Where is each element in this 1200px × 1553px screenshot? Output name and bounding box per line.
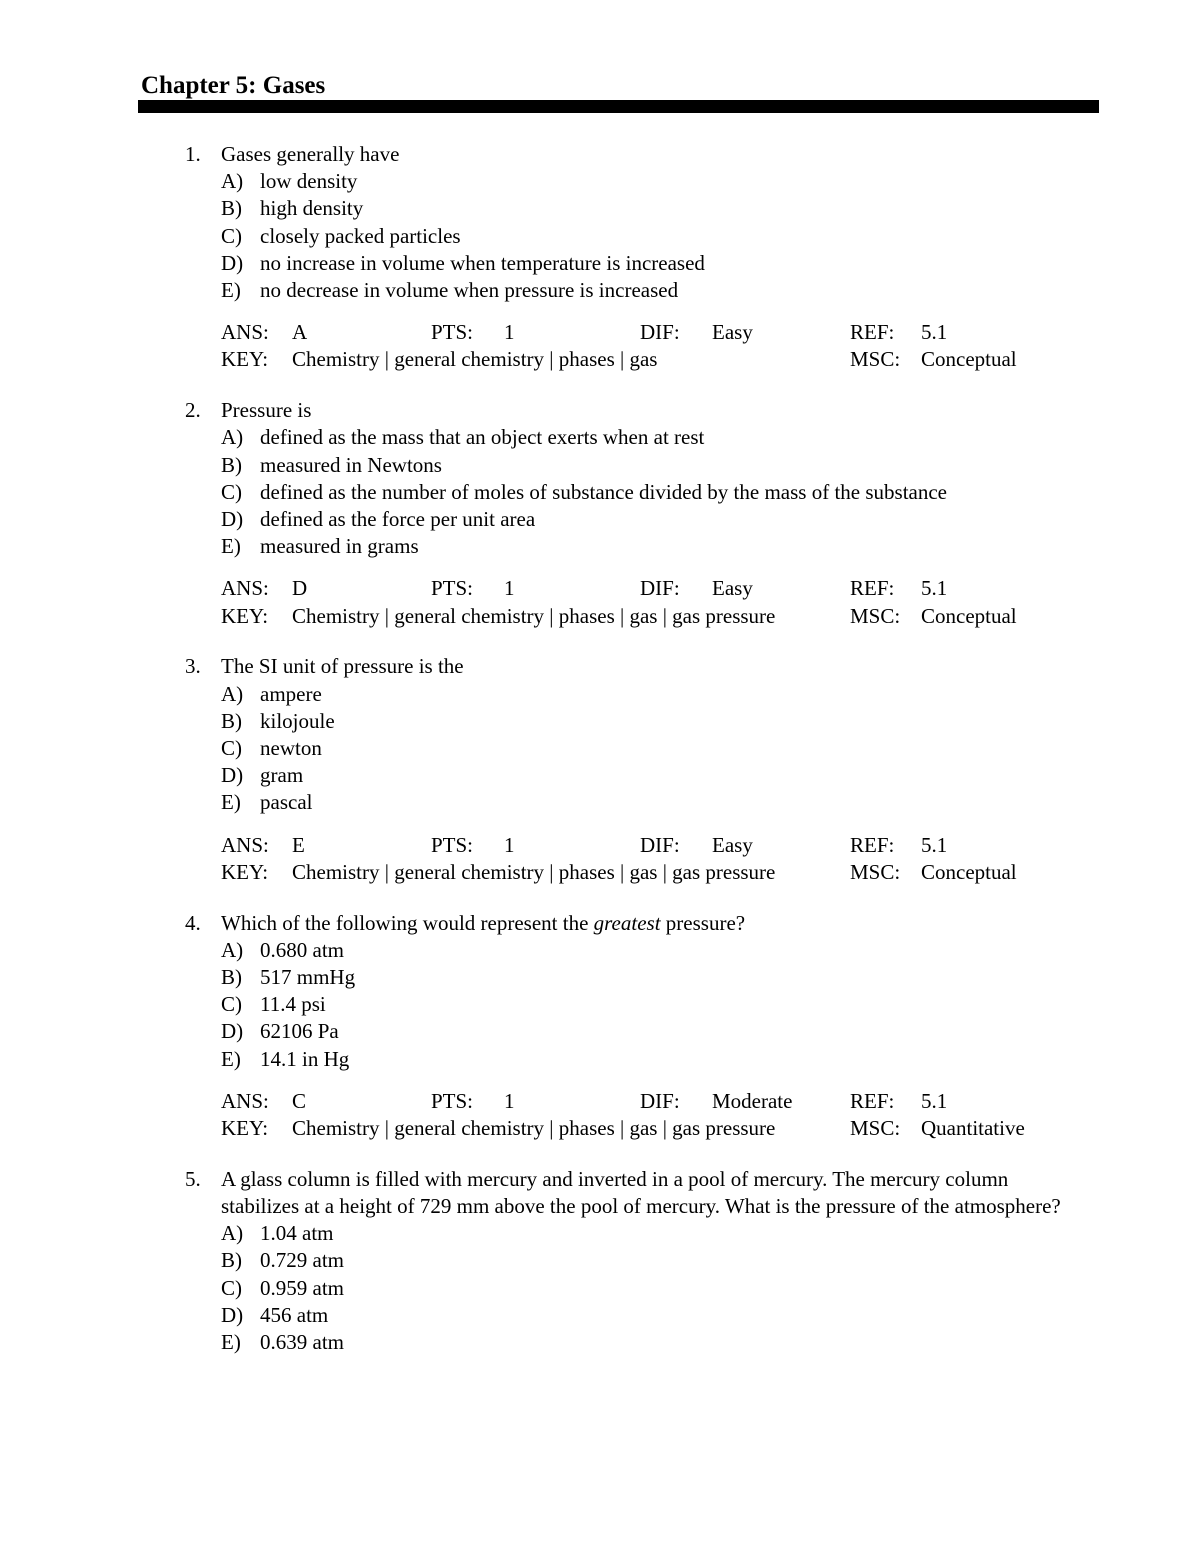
option-a — [221, 168, 1091, 195]
question-text — [221, 910, 1091, 937]
option-letter: A) — [221, 169, 244, 194]
dif-label: DIF: — [640, 1088, 680, 1113]
option-text: 517 mmHg — [260, 965, 356, 990]
option-letter: E) — [221, 1046, 241, 1071]
question-number: 5. — [185, 1166, 201, 1191]
option-letter: C) — [221, 992, 242, 1017]
option-d — [221, 506, 1091, 533]
option-b — [221, 452, 1091, 479]
option-c — [221, 991, 1091, 1018]
key-label: KEY: — [221, 347, 269, 372]
option-a — [221, 424, 1091, 451]
option-text: ampere — [260, 681, 322, 706]
option-a — [221, 937, 1091, 964]
ref-value: 5.1 — [921, 1088, 948, 1113]
question-number: 2. — [185, 398, 201, 423]
option-text: measured in grams — [260, 534, 419, 559]
ref-label: REF: — [850, 320, 895, 345]
key-row — [221, 1115, 1091, 1142]
pts-label: PTS: — [431, 1088, 474, 1113]
option-b — [221, 964, 1091, 991]
question-3 — [0, 653, 1200, 885]
pts-value: 1 — [504, 576, 515, 601]
option-letter: C) — [221, 223, 242, 248]
question-4 — [0, 910, 1200, 1142]
option-letter: D) — [221, 250, 244, 275]
pts-value: 1 — [504, 1088, 515, 1113]
question-number: 1. — [185, 142, 201, 166]
option-letter: E) — [221, 278, 241, 303]
option-d — [221, 250, 1091, 277]
option-text: defined as the force per unit area — [260, 507, 536, 532]
option-text: high density — [260, 196, 364, 221]
ref-value: 5.1 — [921, 832, 948, 857]
dif-label: DIF: — [640, 832, 680, 857]
option-text: 62106 Pa — [260, 1019, 339, 1044]
ref-label: REF: — [850, 832, 895, 857]
pts-label: PTS: — [431, 576, 474, 601]
question-1 — [0, 141, 1200, 373]
answer-row — [221, 832, 1091, 859]
option-a — [221, 1220, 1091, 1247]
question-list — [0, 141, 1200, 1356]
option-letter: D) — [221, 507, 244, 532]
option-letter: D) — [221, 1019, 244, 1044]
option-d — [221, 1302, 1091, 1329]
option-letter: B) — [221, 196, 242, 221]
option-c — [221, 735, 1091, 762]
option-text: 0.729 atm — [260, 1248, 344, 1273]
option-letter: A) — [221, 425, 244, 450]
option-text: no decrease in volume when pressure is increased — [260, 278, 679, 303]
msc-value: Conceptual — [921, 347, 1017, 372]
option-e — [221, 533, 1091, 560]
question-text: Pressure is — [221, 398, 312, 423]
pts-value: 1 — [504, 832, 515, 857]
option-letter: E) — [221, 534, 241, 559]
ans-value: D — [292, 576, 308, 601]
ans-label: ANS: — [221, 320, 269, 345]
question-2 — [0, 397, 1200, 629]
option-text: pascal — [260, 790, 313, 815]
option-c — [221, 479, 1091, 506]
dif-value: Easy — [712, 832, 753, 857]
option-text: 1.04 atm — [260, 1221, 334, 1246]
option-text: low density — [260, 169, 358, 194]
msc-label: MSC: — [850, 347, 901, 372]
msc-label: MSC: — [850, 603, 901, 628]
option-letter: C) — [221, 1275, 242, 1300]
option-text: 0.680 atm — [260, 937, 344, 962]
pts-value: 1 — [504, 320, 515, 345]
msc-value: Quantitative — [921, 1116, 1025, 1141]
ans-label: ANS: — [221, 1088, 269, 1113]
key-value: Chemistry | general chemistry | phases | gas | gas pressure — [292, 859, 776, 884]
answer-metadata — [221, 1088, 1091, 1142]
option-text: 456 atm — [260, 1302, 329, 1327]
ref-label: REF: — [850, 576, 895, 601]
pts-label: PTS: — [431, 832, 474, 857]
msc-label: MSC: — [850, 1116, 901, 1141]
option-text: defined as the mass that an object exerts when at rest — [260, 425, 705, 450]
key-row — [221, 859, 1091, 886]
key-label: KEY: — [221, 603, 269, 628]
dif-value: Easy — [712, 576, 753, 601]
ref-value: 5.1 — [921, 320, 948, 345]
answer-row — [221, 1088, 1091, 1115]
option-letter: E) — [221, 1330, 241, 1355]
option-text: kilojoule — [260, 708, 335, 733]
key-value: Chemistry | general chemistry | phases | gas — [292, 347, 658, 372]
dif-label: DIF: — [640, 320, 680, 345]
question-number: 4. — [185, 910, 201, 935]
option-a — [221, 681, 1091, 708]
answer-row — [221, 319, 1091, 346]
option-e — [221, 1329, 1091, 1356]
question-text: The SI unit of pressure is the — [221, 654, 464, 679]
option-text: closely packed particles — [260, 223, 461, 248]
key-label: KEY: — [221, 859, 269, 884]
ans-value: A — [292, 320, 308, 345]
option-text: measured in Newtons — [260, 452, 442, 477]
key-value: Chemistry | general chemistry | phases | gas | gas pressure — [292, 1116, 776, 1141]
msc-value: Conceptual — [921, 603, 1017, 628]
option-letter: C) — [221, 479, 242, 504]
option-d — [221, 762, 1091, 789]
question-text-before: Which of the following would represent the — [221, 910, 594, 935]
dif-label: DIF: — [640, 576, 680, 601]
ans-value: C — [292, 1088, 307, 1113]
ans-label: ANS: — [221, 576, 269, 601]
option-letter: D) — [221, 1302, 244, 1327]
option-letter: B) — [221, 965, 242, 990]
option-text: newton — [260, 736, 322, 761]
answer-metadata — [221, 319, 1091, 373]
ans-value: E — [292, 832, 305, 857]
option-e — [221, 277, 1091, 304]
option-text: gram — [260, 763, 304, 788]
question-number: 3. — [185, 654, 201, 679]
question-text-emphasis: greatest — [593, 910, 661, 935]
answer-metadata — [221, 575, 1091, 629]
option-letter: B) — [221, 1248, 242, 1273]
ref-label: REF: — [850, 1088, 895, 1113]
dif-value: Moderate — [712, 1088, 793, 1113]
page-title: Chapter 5: Gases — [141, 72, 326, 99]
question-text-after: pressure? — [660, 910, 746, 935]
option-text: 11.4 psi — [260, 992, 326, 1017]
option-text: 14.1 in Hg — [260, 1046, 350, 1071]
key-value: Chemistry | general chemistry | phases | gas | gas pressure — [292, 603, 776, 628]
option-letter: A) — [221, 937, 244, 962]
dif-value: Easy — [712, 320, 753, 345]
option-letter: D) — [221, 763, 244, 788]
option-text: 0.959 atm — [260, 1275, 344, 1300]
option-c — [221, 223, 1091, 250]
key-label: KEY: — [221, 1116, 269, 1141]
question-text: Gases generally have — [221, 142, 400, 166]
option-text: no increase in volume when temperature is increased — [260, 250, 705, 275]
option-letter: E) — [221, 790, 241, 815]
option-letter: A) — [221, 681, 244, 706]
ans-label: ANS: — [221, 832, 269, 857]
question-5 — [0, 1166, 1200, 1356]
ref-value: 5.1 — [921, 576, 948, 601]
key-row — [221, 346, 1091, 373]
key-row — [221, 603, 1091, 630]
option-b — [221, 708, 1091, 735]
option-text: 0.639 atm — [260, 1330, 344, 1355]
option-letter: B) — [221, 452, 242, 477]
option-d — [221, 1018, 1091, 1045]
option-c — [221, 1275, 1091, 1302]
option-letter: C) — [221, 736, 242, 761]
answer-metadata — [221, 832, 1091, 886]
pts-label: PTS: — [431, 320, 474, 345]
option-e — [221, 789, 1091, 816]
option-e — [221, 1046, 1091, 1073]
title-rule — [138, 100, 1099, 113]
option-b — [221, 1247, 1091, 1274]
option-letter: B) — [221, 708, 242, 733]
option-text: defined as the number of moles of substance divided by the mass of the substance — [260, 479, 947, 504]
answer-row — [221, 575, 1091, 602]
msc-value: Conceptual — [921, 859, 1017, 884]
question-text: A glass column is filled with mercury and inverted in a pool of mercury. The mercury column stabilizes at a height of 729 mm above the pool of mercury. What is the pressure of the atmosphere? — [221, 1166, 1061, 1219]
option-b — [221, 195, 1091, 222]
option-letter: A) — [221, 1221, 244, 1246]
msc-label: MSC: — [850, 859, 901, 884]
